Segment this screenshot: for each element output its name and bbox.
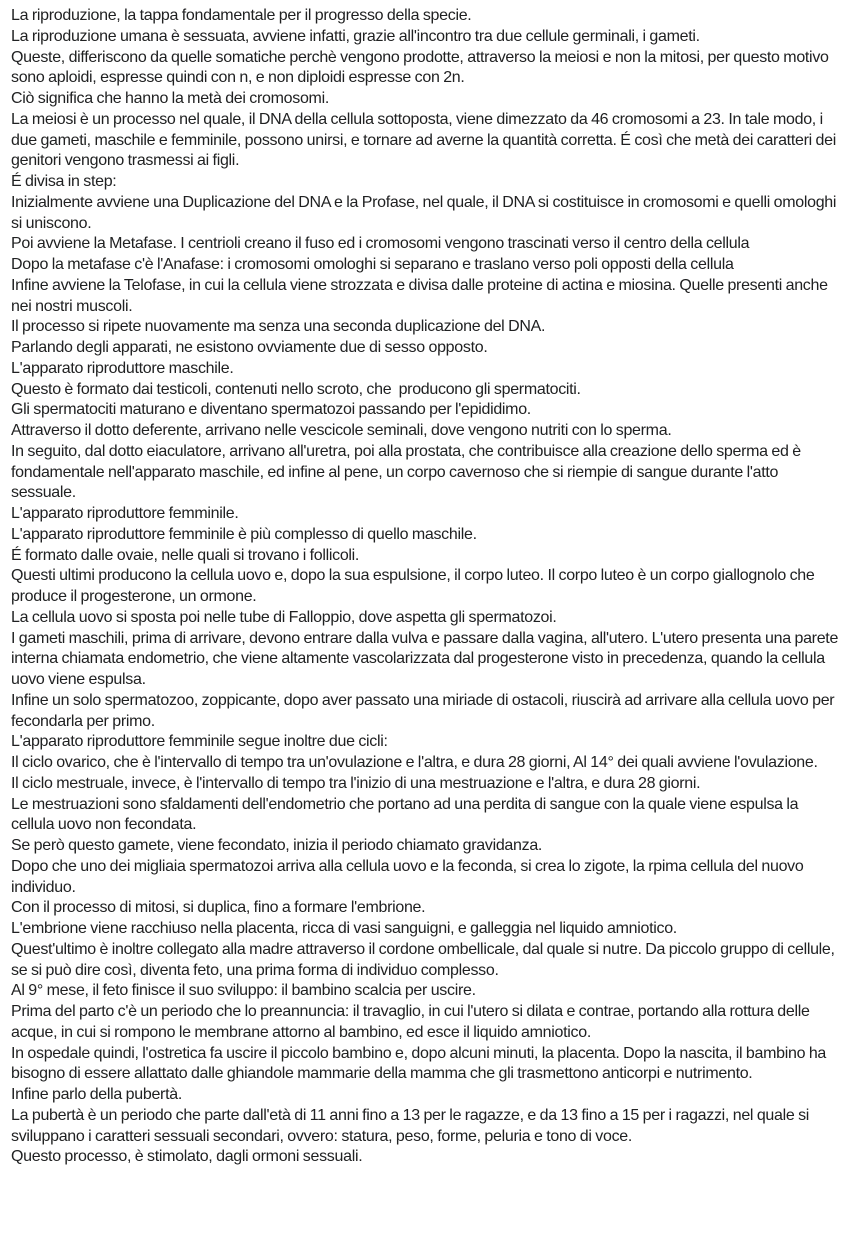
paragraph: Con il processo di mitosi, si duplica, fino a formare l'embrione.: [11, 899, 426, 917]
paragraph: É divisa in step:: [11, 173, 117, 190]
paragraph: L'embrione viene racchiuso nella placenta, ricca di vasi sanguigni, e galleggia nel liquido amniotico.: [11, 920, 677, 937]
paragraph: Poi avviene la Metafase. I centrioli creano il fuso ed i cromosomi vengono trascinati verso il centro della cellula: [11, 235, 750, 253]
paragraph: L'apparato riproduttore femminile segue inoltre due cicli:: [11, 733, 388, 751]
paragraph: La pubertà è un periodo che parte dall'età di 11 anni fino a 13 per le ragazze, e da 13 fino a 15 per i ragazzi, nel quale si sviluppano i caratteri sessuali secondari, ovvero: statura, peso, forme, peluria e tono di voce.: [11, 1106, 813, 1145]
paragraph: Queste, differiscono da quelle somatiche perchè vengono prodotte, attraverso la meiosi e non la mitosi, per questo motivo sono aploidi, espresse quindi con n, e non diploidi espresse con 2n.: [11, 48, 833, 87]
paragraph: Infine avviene la Telofase, in cui la cellula viene strozzata e divisa dalle proteine di actina e miosina. Quelle presenti anche nei nostri muscoli.: [11, 276, 832, 315]
paragraph: Parlando degli apparati, ne esistono ovviamente due di sesso opposto.: [11, 339, 488, 356]
paragraph: Dopo che uno dei migliaia spermatozoi arriva alla cellula uovo e la feconda, si crea lo zigote, la rpima cellula del nuovo individuo.: [11, 857, 808, 896]
paragraph: La riproduzione, la tappa fondamentale per il progresso della specie.: [11, 7, 472, 24]
paragraph: Il ciclo ovarico, che è l'intervallo di tempo tra un'ovulazione e l'altra, e dura 28 giorni, Al 14° dei quali avviene l'ovulazione.: [11, 754, 818, 771]
paragraph: La meiosi è un processo nel quale, il DNA della cellula sottoposta, viene dimezzato da 46 cromosomi a 23. In tale modo, i due gameti, maschile e femminile, possono unirsi, e tornare ad averne la quantità corretta. É così che metà dei caratteri dei genitori vengono trasmessi ai figli.: [11, 110, 840, 170]
paragraph: La cellula uovo si sposta poi nelle tube di Falloppio, dove aspetta gli spermatozoi.: [11, 608, 557, 626]
paragraph: Il ciclo mestruale, invece, è l'intervallo di tempo tra l'inizio di una mestruazione e l'altra, e dura 28 giorni.: [11, 774, 701, 792]
paragraph: In ospedale quindi, l'ostretica fa uscire il piccolo bambino e, dopo alcuni minuti, la placenta. Dopo la nascita, il bambino ha bisogno di essere allattato dalle ghiandole mammarie della mamma che gli trasmettono anticorpi e nutrimento.: [11, 1044, 830, 1083]
paragraph: L'apparato riproduttore femminile.: [11, 505, 239, 522]
paragraph: Inizialmente avviene una Duplicazione del DNA e la Profase, nel quale, il DNA si costituisce in cromosomi e quelli omologhi si uniscono.: [11, 193, 840, 232]
paragraph: Dopo la metafase c'è l'Anafase: i cromosomi omologhi si separano e traslano verso poli opposti della cellula: [11, 256, 734, 273]
paragraph: Al 9° mese, il feto finisce il suo sviluppo: il bambino scalcia per uscire.: [11, 982, 476, 1000]
paragraph: Quest'ultimo è inoltre collegato alla madre attraverso il cordone ombellicale, dal quale si nutre. Da piccolo gruppo di cellule, se si può dire così, diventa feto, una prima forma di individuo complesso.: [11, 940, 839, 979]
paragraph: Ciò significa che hanno la metà dei cromosomi.: [11, 90, 329, 107]
paragraph: In seguito, dal dotto eiaculatore, arrivano all'uretra, poi alla prostata, che contribuisce alla creazione dello sperma ed è fondamentale nell'apparato maschile, ed infine al pene, un corpo cavernoso che si riempie di sangue durante l'atto sessuale.: [11, 442, 805, 502]
paragraph: Il processo si ripete nuovamente ma senza una seconda duplicazione del DNA.: [11, 318, 546, 336]
paragraph: L'apparato riproduttore femminile è più complesso di quello maschile.: [11, 525, 477, 543]
paragraph: Se però questo gamete, viene fecondato, inizia il periodo chiamato gravidanza.: [11, 837, 543, 854]
paragraph: Infine un solo spermatozoo, zoppicante, dopo aver passato una miriade di ostacoli, riuscirà ad arrivare alla cellula uovo per fecondarla per primo.: [11, 691, 838, 730]
paragraph: Questo è formato dai testicoli, contenuti nello scroto, che producono gli spermatociti.: [11, 380, 581, 398]
paragraph: É formato dalle ovaie, nelle quali si trovano i follicoli.: [11, 546, 360, 564]
paragraph: L'apparato riproduttore maschile.: [11, 359, 234, 377]
paragraph: Attraverso il dotto deferente, arrivano nelle vescicole seminali, dove vengono nutriti con lo sperma.: [11, 422, 672, 439]
paragraph: Questo processo, è stimolato, dagli ormoni sessuali.: [11, 1148, 363, 1166]
paragraph: I gameti maschili, prima di arrivare, devono entrare dalla vulva e passare dalla vagina, all'utero. L'utero presenta una parete interna chiamata endometrio, che viene altamente vascolarizzata dal progesterone visto in precedenza, quando la cellula uovo viene espulsa.: [11, 629, 842, 688]
paragraph: Le mestruazioni sono sfaldamenti dell'endometrio che portano ad una perdita di sangue con la quale viene espulsa la cellula uovo non fecondata.: [11, 795, 802, 834]
paragraph: Questi ultimi producono la cellula uovo e, dopo la sua espulsione, il corpo luteo. Il corpo luteo è un corpo giallognolo che produce il progesterone, un ormone.: [11, 567, 819, 605]
paragraph: Infine parlo della pubertà.: [11, 1086, 182, 1103]
paragraph: La riproduzione umana è sessuata, avviene infatti, grazie all'incontro tra due cellule germinali, i gameti.: [11, 27, 700, 45]
paragraph: Gli spermatociti maturano e diventano spermatozoi passando per l'epididimo.: [11, 401, 531, 419]
paragraph: Prima del parto c'è un periodo che lo preannuncia: il travaglio, in cui l'utero si dilata e contrae, portando alla rottura delle acque, in cui si rompono le membrane attorno al bambino, ed esce il liquido amniotico.: [11, 1003, 814, 1041]
